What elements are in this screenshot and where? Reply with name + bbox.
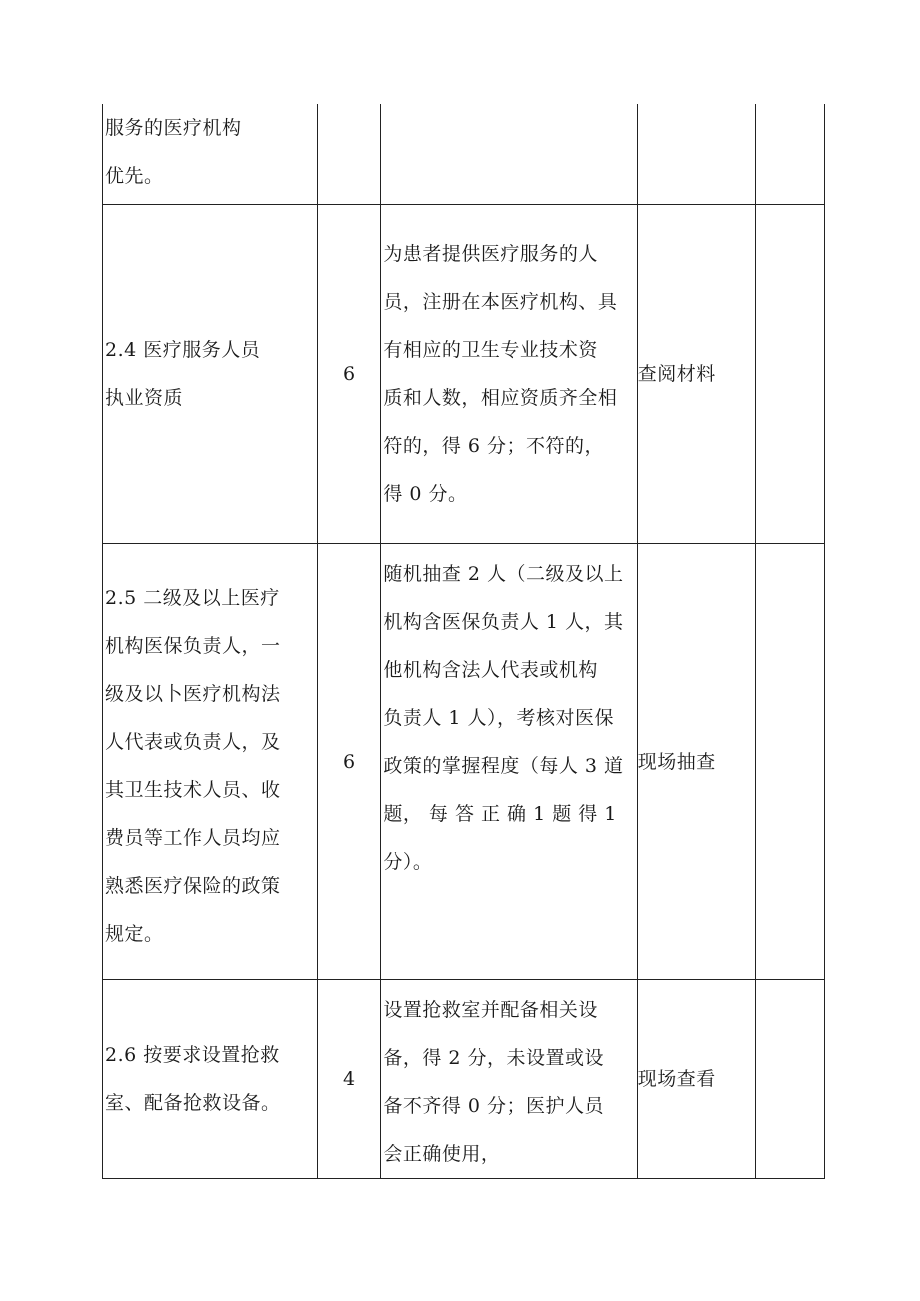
- score-cell: [318, 104, 381, 205]
- item-cell: [103, 544, 318, 980]
- item-text: 服务的医疗机构 优先。: [105, 117, 242, 187]
- method-cell: [637, 104, 755, 205]
- score-cell: 4: [318, 980, 381, 1179]
- table-row: [103, 104, 825, 205]
- method-cell: 现场查看: [637, 980, 755, 1179]
- criteria-cell: [381, 544, 637, 980]
- extra-cell: [755, 205, 824, 544]
- criteria-cell: [381, 980, 637, 1179]
- table-row: [103, 980, 825, 1179]
- extra-cell: [755, 544, 824, 980]
- item-text: 2.6 按要求设置抢救 室、配备抢救设备。: [105, 1044, 281, 1114]
- scoring-table: [102, 104, 825, 1179]
- item-text: 2.5 二级及以上医疗 机构医保负责人，一 级及以卜医疗机构法 人代表或负责人，及 其卫生技术人员、收 费员等工作人员均应 熟悉医疗保险的政策 规定。: [105, 586, 281, 945]
- item-cell: [103, 104, 318, 205]
- score-cell: 6: [318, 544, 381, 980]
- method-cell: 查阅材料: [637, 205, 755, 544]
- score-cell: 6: [318, 205, 381, 544]
- item-text: 2.4 医疗服务人员 执业资质: [105, 339, 261, 409]
- item-cell: [103, 980, 318, 1179]
- criteria-cell: [381, 104, 637, 205]
- method-cell: 现场抽查: [637, 544, 755, 980]
- extra-cell: [755, 104, 824, 205]
- item-cell: [103, 205, 318, 544]
- criteria-text: 随机抽查 2 人（二级及以上 机构含医保负责人 1 人，其 他机构含法人代表或机构 负责人 1 人），考核对医保 政策的掌握程度（每人 3 道 题， 每 答 正 确 1 题 得 1 分）。: [383, 563, 624, 873]
- extra-cell: [755, 980, 824, 1179]
- criteria-text: 为患者提供医疗服务的人 员，注册在本医疗机构、具 有相应的卫生专业技术资 质和人数，相应资质齐全相 符的，得 6 分；不符的， 得 0 分。: [383, 243, 618, 505]
- table-row: [103, 544, 825, 980]
- criteria-cell: [381, 205, 637, 544]
- table-row: [103, 205, 825, 544]
- criteria-text: 设置抢救室并配备相关设 备，得 2 分，未设置或设 备不齐得 0 分；医护人员 会正确使用，: [383, 999, 605, 1165]
